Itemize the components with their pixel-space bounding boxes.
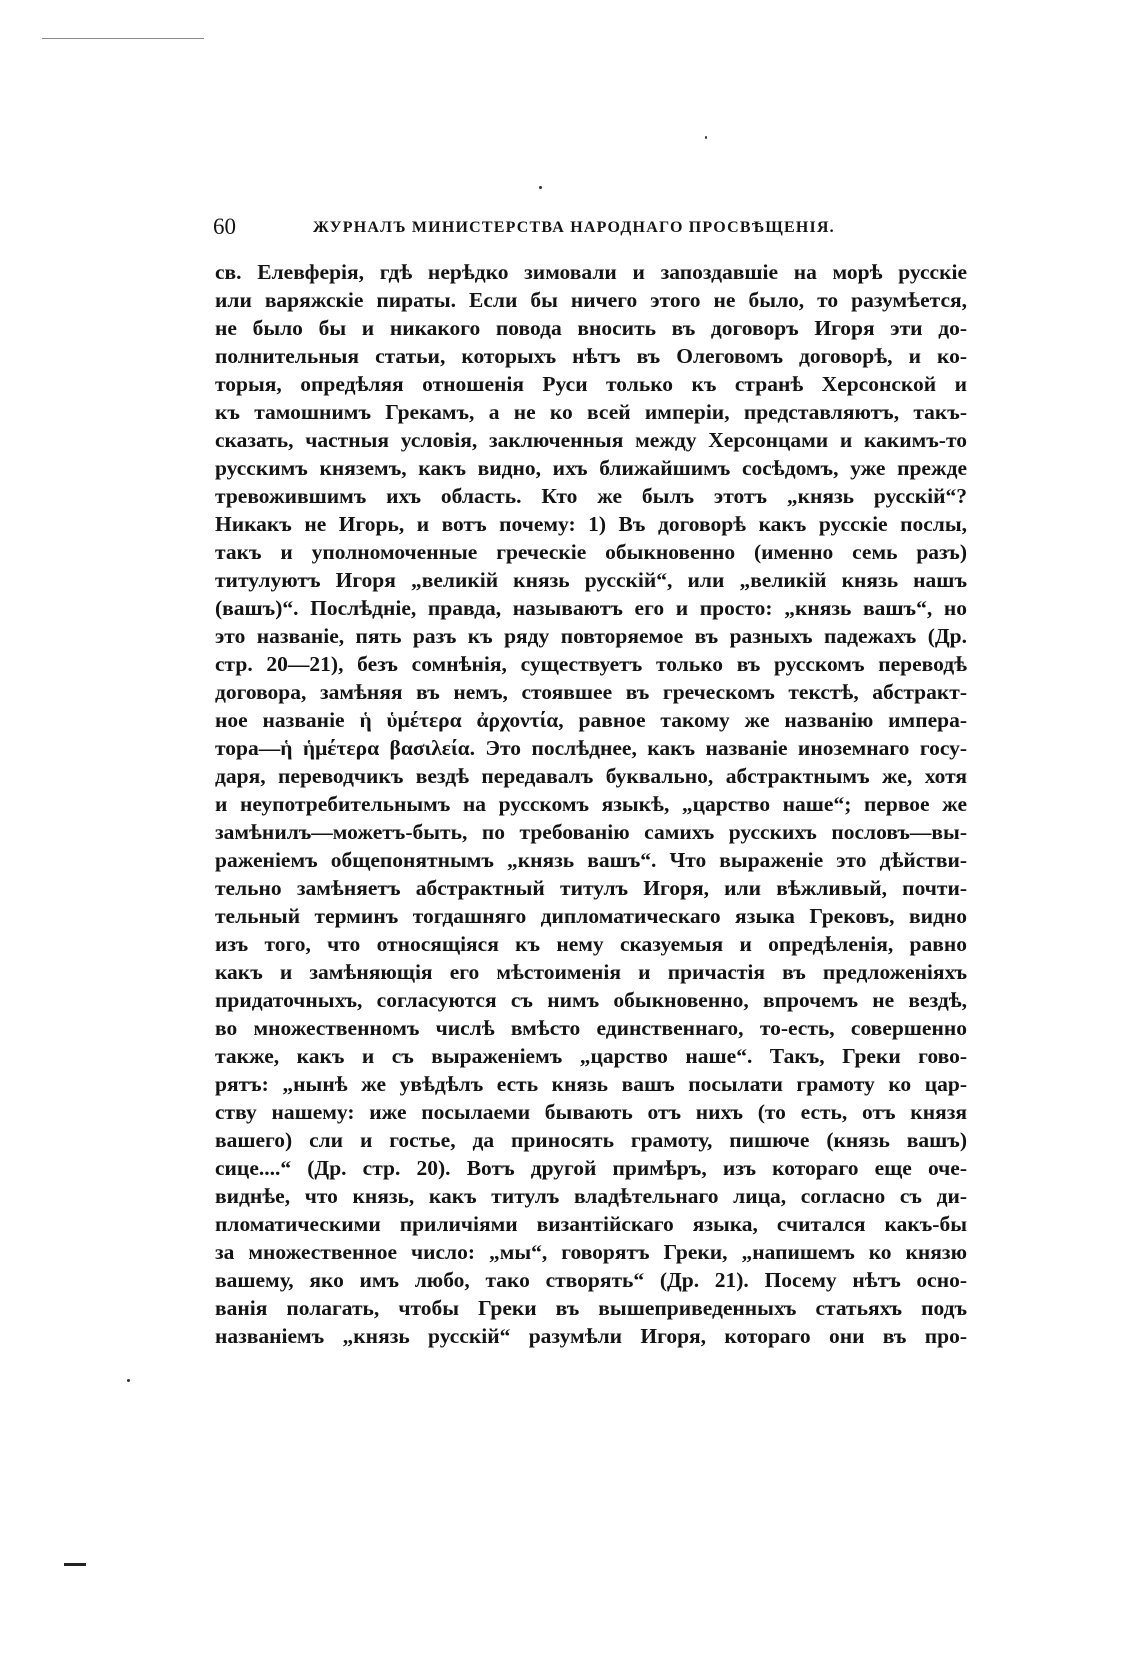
text-line: вашего) сли и гостье, да приносять грамоту, пишюче (князь вашъ) — [215, 1128, 967, 1152]
text-line: или варяжскіе пираты. Если бы ничего этого не было, то разумѣется, — [215, 288, 967, 312]
text-line: русскимъ княземъ, какъ видно, ихъ ближайшимъ сосѣдомъ, уже прежде — [215, 456, 967, 480]
text-line: титулуютъ Игоря „великій князь русскій“, или „великій князь нашъ — [215, 568, 967, 592]
text-line: раженіемъ общепонятнымъ „князь вашъ“. Что выраженіе это дѣйстви- — [215, 848, 967, 872]
text-line: (вашъ)“. Послѣдніе, правда, называютъ его и просто: „князь вашъ“, но — [215, 596, 967, 620]
text-line: пломатическими приличіями византійскаго языка, считался какъ-бы — [215, 1212, 967, 1236]
text-line: придаточныхъ, согласуются съ нимъ обыкновенно, впрочемъ не вездѣ, — [215, 988, 967, 1012]
text-line: замѣнилъ—можетъ-быть, по требованію самихъ русскихъ пословъ—вы- — [215, 820, 967, 844]
scan-mark — [64, 1563, 86, 1566]
text-line: торыя, опредѣляя отношенія Руси только къ странѣ Херсонской и — [215, 372, 967, 396]
text-line: тельный терминъ тогдашняго дипломатическаго языка Грековъ, видно — [215, 904, 967, 928]
text-line: договора, замѣняя въ немъ, стоявшее въ греческомъ текстѣ, абстракт- — [215, 680, 967, 704]
text-line: за множественное число: „мы“, говорятъ Греки, „напишемъ ко князю — [215, 1240, 967, 1264]
text-line: сказать, частныя условія, заключенныя между Херсонцами и какимъ-то — [215, 428, 967, 452]
scan-speck — [539, 186, 542, 189]
text-line: во множественномъ числѣ вмѣсто единственнаго, то-есть, совершенно — [215, 1016, 967, 1040]
text-line: полнительныя статьи, которыхъ нѣтъ въ Олеговомъ договорѣ, и ко- — [215, 344, 967, 368]
text-line: какъ и замѣняющія его мѣстоименія и причастія въ предложеніяхъ — [215, 960, 967, 984]
scan-edge-rule — [42, 38, 204, 39]
page-header — [213, 212, 968, 242]
text-line: стр. 20—21), безъ сомнѣнія, существуетъ только въ русскомъ переводѣ — [215, 652, 967, 676]
body-text — [215, 258, 967, 1350]
text-line: рятъ: „нынѣ же увѣдѣлъ есть князь вашъ посылати грамоту ко цар- — [215, 1072, 967, 1096]
text-line: сице....“ (Др. стр. 20). Вотъ другой примѣръ, изъ котораго еще оче- — [215, 1156, 967, 1180]
scan-speck — [705, 136, 707, 139]
text-line: также, какъ и съ выраженіемъ „царство наше“. Такъ, Греки гово- — [215, 1044, 967, 1068]
running-head: ЖУРНАЛЪ МИНИСТЕРСТВА НАРОДНАГО ПРОСВѢЩЕНІЯ. — [313, 219, 835, 236]
page-number: 60 — [213, 214, 236, 239]
text-line: тора—ἡ ἡμέτερα βασιλεία. Это послѣднее, какъ названіе иноземнаго госу- — [215, 736, 967, 760]
text-line: даря, переводчикъ вездѣ передавалъ буквально, абстрактнымъ же, хотя — [215, 764, 967, 788]
text-line: ное названіе ἡ ὑμέτερα ἀρχοντία, равное такому же названію импера- — [215, 708, 967, 732]
text-line: тельно замѣняетъ абстрактный титулъ Игоря, или вѣжливый, почти- — [215, 876, 967, 900]
scan-speck — [127, 1379, 130, 1382]
text-line: Никакъ не Игорь, и вотъ почему: 1) Въ договорѣ какъ русскіе послы, — [215, 512, 967, 536]
text-line: это названіе, пять разъ къ ряду повторяемое въ разныхъ падежахъ (Др. — [215, 624, 967, 648]
text-line: изъ того, что относящіяся къ нему сказуемыя и опредѣленія, равно — [215, 932, 967, 956]
text-line: и неупотребительнымъ на русскомъ языкѣ, „царство наше“; первое же — [215, 792, 967, 816]
text-line: названіемъ „князь русскій“ разумѣли Игоря, котораго они въ про- — [215, 1324, 967, 1348]
text-line: къ тамошнимъ Грекамъ, а не ко всей имперіи, представляютъ, такъ- — [215, 400, 967, 424]
text-line: ванія полагать, чтобы Греки въ вышеприведенныхъ статьяхъ подъ — [215, 1296, 967, 1320]
text-line: ству нашему: иже посылаеми бывають отъ нихъ (то есть, отъ князя — [215, 1100, 967, 1124]
text-line: такъ и уполномоченные греческіе обыкновенно (именно семь разъ) — [215, 540, 967, 564]
text-line: св. Елевферія, гдѣ нерѣдко зимовали и запоздавшіе на морѣ русскіе — [215, 260, 967, 284]
text-line: не было бы и никакого повода вносить въ договоръ Игоря эти до- — [215, 316, 967, 340]
text-line: тревожившимъ ихъ область. Кто же былъ этотъ „князь русскій“? — [215, 484, 967, 508]
text-line: вашему, яко имъ любо, тако створять“ (Др. 21). Посему нѣтъ осно- — [215, 1268, 967, 1292]
text-line: виднѣе, что князь, какъ титулъ владѣтельнаго лица, согласно съ ди- — [215, 1184, 967, 1208]
